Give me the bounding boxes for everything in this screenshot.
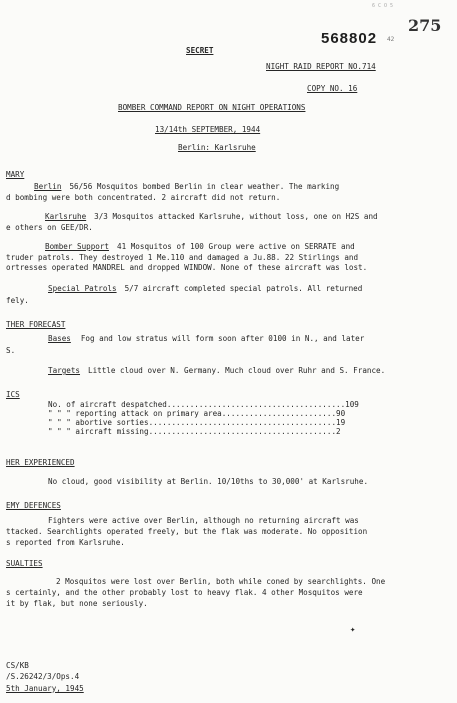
report-date: 13/14th SEPTEMBER, 1944	[155, 125, 261, 134]
forecast-targets	[48, 366, 385, 375]
berlin-text-1: 56/56 Mosquitos bombed Berlin in clear weather. The marking	[69, 182, 340, 191]
karlsruhe-text-1: 3/3 Mosquitos attacked Karlsruhe, without loss, one on H2S and	[94, 212, 378, 221]
patrols-text-1: 5/7 aircraft completed special patrols. All returned	[124, 284, 363, 293]
special-patrols-label: Special Patrols	[48, 284, 117, 293]
stat-row-attacked: " " " reporting attack on primary area.........................90	[48, 409, 346, 419]
summary-bomber-support	[45, 242, 355, 251]
casualties-heading: SUALTIES	[6, 559, 43, 568]
bases-text-1: Fog and low stratus will form soon after 0100 in N., and later	[80, 334, 365, 343]
footer-date: 5th January, 1945	[6, 683, 84, 693]
report-title: BOMBER COMMAND REPORT ON NIGHT OPERATIONS	[118, 103, 306, 112]
summary-heading: MARY	[6, 170, 25, 179]
corner-note: 6 C O 5	[372, 3, 394, 9]
document-number: 568802	[321, 30, 378, 47]
statistics-table	[48, 400, 359, 436]
karlsruhe-label: Karlsruhe	[45, 212, 87, 221]
casualties-text-1: 2 Mosquitos were lost over Berlin, both while coned by searchlights. One	[56, 577, 386, 586]
page-number: 275	[408, 16, 442, 35]
bomber-support-label: Bomber Support	[45, 242, 110, 251]
forecast-targets-label: Targets	[48, 366, 81, 375]
defences-text-1: Fighters were active over Berlin, although no returning aircraft was	[48, 516, 359, 525]
support-text-2: truder patrols. They destroyed 1 Me.110 and damaged a Ju.88. 22 Stirlings and	[6, 253, 359, 262]
support-text-3: ortresses operated MANDREL and dropped WINDOW. None of these aircraft was lost.	[6, 263, 368, 272]
pen-mark: ✦	[350, 625, 356, 635]
casualties-text-2: s certainly, and the other probably lost to heavy flak. 4 other Mosquitos were	[6, 588, 363, 597]
statistics-heading: ICS	[6, 390, 20, 399]
footer-file-ref: /S.26242/3/Ops.4	[6, 672, 80, 682]
stat-row-abortive: " " " abortive sorties.........................................19	[48, 418, 346, 428]
report-targets: Berlin: Karlsruhe	[178, 143, 256, 152]
stat-row-missing: " " " aircraft missing.........................................2	[48, 427, 341, 437]
defences-text-3: s reported from Karlsruhe.	[6, 538, 125, 547]
weather-experienced-heading: HER EXPERIENCED	[6, 458, 75, 467]
bases-text-2: S.	[6, 346, 16, 355]
footer-initials: CS/KB	[6, 661, 29, 670]
berlin-text-2: d bombing were both concentrated. 2 aircraft did not return.	[6, 193, 281, 202]
forecast-heading: THER FORECAST	[6, 320, 66, 329]
patrols-text-2: fely.	[6, 296, 29, 305]
defences-heading: EMY DEFENCES	[6, 501, 61, 510]
support-text-1: 41 Mosquitos of 100 Group were active on SERRATE and	[117, 242, 355, 251]
report-reference: NIGHT RAID REPORT NO.714	[266, 62, 376, 71]
defences-text-2: ttacked. Searchlights operated freely, but the flak was moderate. No opposition	[6, 527, 368, 536]
karlsruhe-text-2: e others on GEE/DR.	[6, 223, 93, 232]
stat-row-despatched: No. of aircraft despatched.......................................109	[48, 400, 359, 409]
forecast-bases	[48, 334, 364, 343]
summary-berlin	[34, 182, 339, 191]
weather-experienced-text: No cloud, good visibility at Berlin. 10/10ths to 30,000' at Karlsruhe.	[48, 477, 369, 486]
classification: SECRET	[186, 46, 214, 55]
summary-karlsruhe	[45, 212, 378, 221]
berlin-label: Berlin	[34, 182, 62, 191]
document-number-suffix: 42	[387, 36, 395, 43]
summary-special-patrols	[48, 284, 362, 293]
footer-reference	[6, 660, 84, 694]
bases-label: Bases	[48, 334, 71, 343]
casualties-text-3: it by flak, but none seriously.	[6, 599, 148, 608]
forecast-targets-text: Little cloud over N. Germany. Much cloud over Ruhr and S. France.	[88, 366, 386, 375]
copy-number: COPY NO. 16	[307, 84, 358, 93]
